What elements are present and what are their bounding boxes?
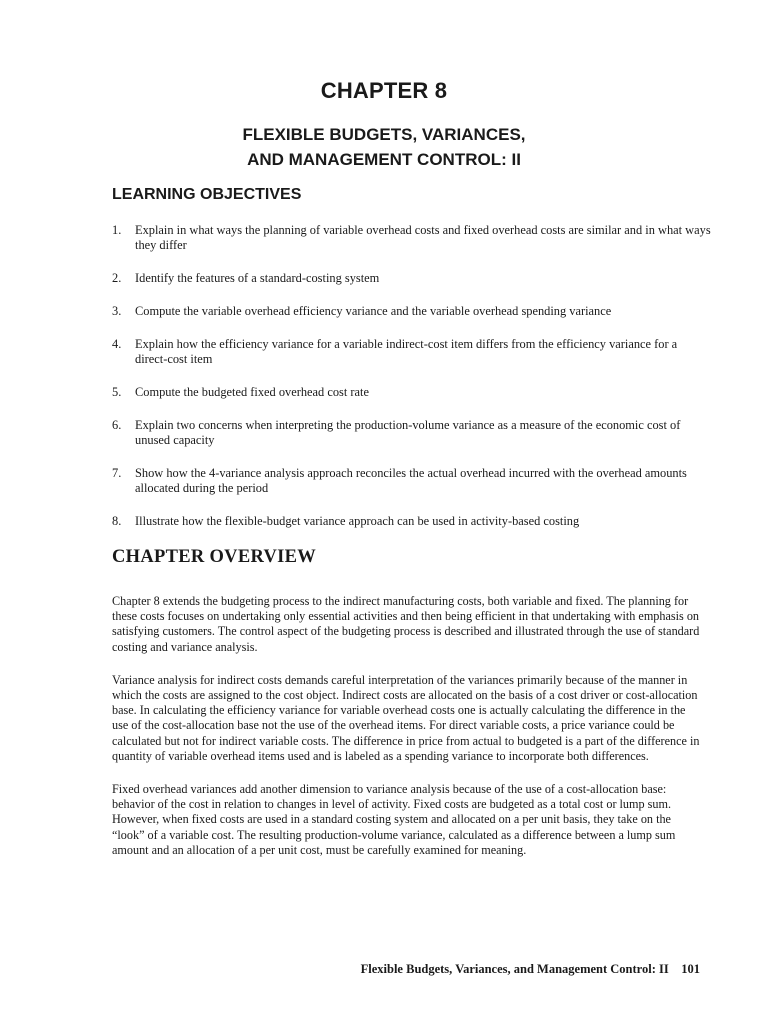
objective-item (112, 418, 712, 448)
chapter-overview-body (112, 594, 702, 876)
objective-text: Illustrate how the flexible-budget variance approach can be used in activity-based costing (135, 514, 580, 528)
page-number: 101 (681, 962, 700, 976)
chapter-subtitle-line-1: FLEXIBLE BUDGETS, VARIANCES, (242, 125, 526, 144)
chapter-subtitle-line-2: AND MANAGEMENT CONTROL: II (247, 150, 521, 169)
page-footer (361, 962, 700, 977)
objective-item (112, 337, 712, 367)
objective-item (112, 223, 712, 253)
chapter-overview-heading: CHAPTER OVERVIEW (112, 547, 317, 567)
objective-text: Explain in what ways the planning of variable overhead costs and fixed overhead costs are similar and in what ways they differ (135, 223, 711, 252)
objective-item (112, 271, 712, 286)
objective-item (112, 304, 712, 319)
overview-paragraph-3: Fixed overhead variances add another dimension to variance analysis because of the use of a cost-allocation base: behavior of the cost in relation to changes in level of activity. Fixed costs are budgeted as a total cost or lump sum. However, when fixed costs are used in a standard costing system and allocated on a per unit basis, they take on the “look” of a variable cost. The resulting production-volume variance, calculated as a difference between a lump sum amount and an allocation of a per unit cost, must be carefully examined for meaning. (112, 782, 676, 857)
objective-text: Identify the features of a standard-costing system (135, 271, 380, 285)
overview-paragraph-1: Chapter 8 extends the budgeting process to the indirect manufacturing costs, both variable and fixed. The planning for these costs focuses on undertaking only essential activities and then being efficient in that undertaking with emphasis on satisfying customers. The control aspect of the budgeting process is described and illustrated through the use of standard costing and variance analysis. (112, 594, 700, 654)
objective-text: Compute the budgeted fixed overhead cost rate (135, 385, 369, 399)
footer-running-title: Flexible Budgets, Variances, and Management Control: II (360, 962, 669, 976)
objective-number: 2. (112, 271, 122, 285)
objective-number: 4. (112, 337, 122, 351)
objective-item (112, 466, 712, 496)
objective-text: Compute the variable overhead efficiency variance and the variable overhead spending variance (135, 304, 612, 318)
overview-paragraph-2: Variance analysis for indirect costs demands careful interpretation of the variances primarily because of the manner in which the costs are assigned to the cost object. Indirect costs are allocated on the basis of a cost driver or cost-allocation base. In calculating the efficiency variance for variable overhead costs one is actually calculating the difference in the use of the cost-allocation base not the use of the overhead items. For direct variable costs, a price variance could be calculated but not for indirect variable costs. The difference in price from actual to budgeted is a part of the difference in quantity of variable overhead items used and is labeled as a spending variance to incorporate both differences. (112, 672, 700, 763)
objective-number: 6. (112, 418, 122, 432)
chapter-title: CHAPTER 8 (320, 78, 448, 103)
objective-number: 3. (112, 304, 122, 318)
objective-number: 5. (112, 385, 122, 399)
objective-number: 1. (112, 223, 122, 237)
objective-text: Show how the 4-variance analysis approach reconciles the actual overhead incurred with the overhead amounts allocated during the period (135, 466, 687, 495)
objective-text: Explain two concerns when interpreting the production-volume variance as a measure of the economic cost of unused capacity (135, 418, 681, 447)
learning-objectives-heading: LEARNING OBJECTIVES (112, 186, 302, 203)
chapter-subtitle (0, 122, 768, 172)
objective-item (112, 385, 712, 400)
objective-item (112, 514, 712, 529)
learning-objectives-list (112, 223, 712, 547)
objective-number: 8. (112, 514, 122, 528)
objective-number: 7. (112, 466, 122, 480)
objective-text: Explain how the efficiency variance for a variable indirect-cost item differs from the efficiency variance for a direct-cost item (135, 337, 678, 366)
